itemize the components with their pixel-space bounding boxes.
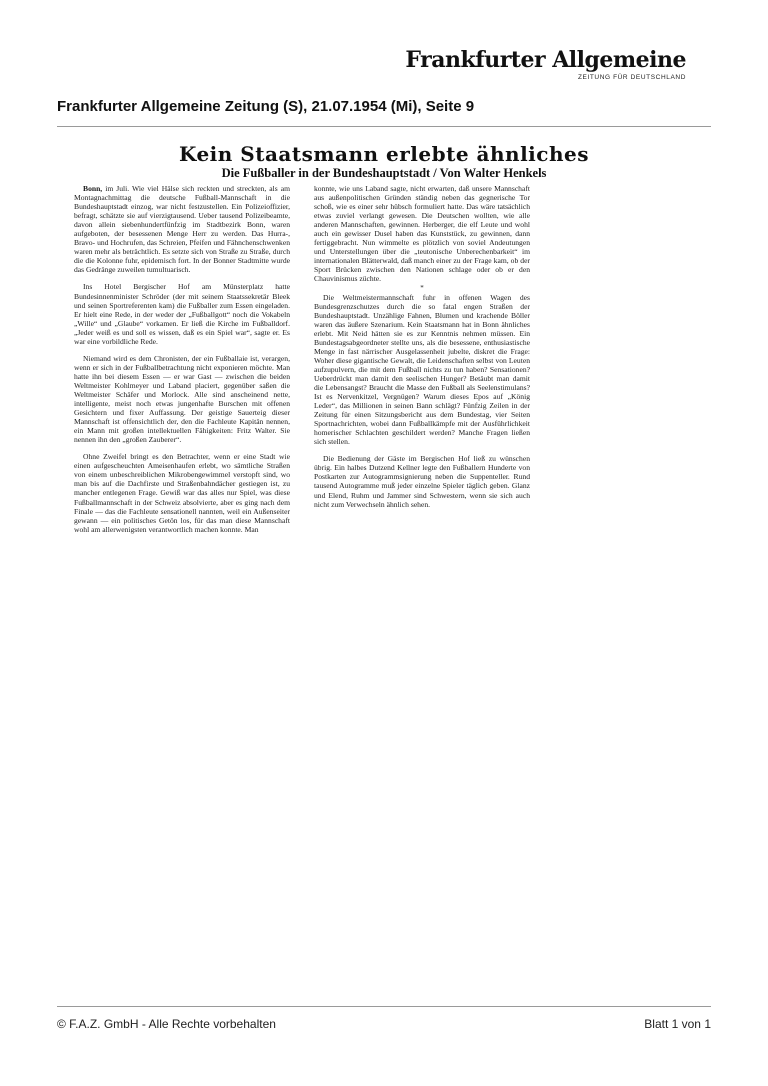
footer-page-number: Blatt 1 von 1	[644, 1017, 711, 1031]
section-separator: *	[420, 283, 424, 292]
footer-copyright: © F.A.Z. GmbH - Alle Rechte vorbehalten	[57, 1017, 276, 1031]
article-subheadline: Die Fußballer in der Bundeshauptstadt / Von Walter Henkels	[221, 166, 547, 180]
paragraph: Ins Hotel Bergischer Hof am Münsterplatz hatte Bundesinnenminister Schröder (der mit seinem Staatssekretär Bleek und seinen Sportreferenten kam) die Fußballer zum Essen eingeladen. Er hielt eine Rede, in der weder der „Fußballgott“ noch die Vokabeln „Wille“ und „Glaube“ vorkamen. Er ließ die Kirche im Fußballdorf. „Jeder weiß es und soll es wissen, daß es ein Spiel war“, sagte er. Es war eine vorbildliche Rede.	[74, 282, 290, 346]
paragraph: Bonn, im Juli. Wie viel Hälse sich reckten und streckten, als am Montagnachmittag die deutsche Fußball-Mannschaft in die Bundeshauptstadt einzog, war nicht festzustellen. Ein Polizeioffizier, befragt, schätzte sie auf vierzigtausend. Ueber tausend Polizeibeamte, davon allein siebenhundertfünfzig im Stadtbezirk Bonn, waren aufgeboten, der besessenen Menge Herr zu werden. Das Hurra-, Bravo- und Hochrufen, das Schreien, Pfeifen und Fähnchenschwenken waren mehr als beträchtlich. Es setzte sich von Straße zu Straße, durch die die Kolonne fuhr, epidemisch fort. In der Bonner Stadtmitte wurde das Gedränge zuweilen tumultuarisch.	[74, 184, 290, 275]
footer-divider	[57, 1006, 711, 1007]
article-column-left	[74, 184, 290, 534]
paragraph: konnte, wie uns Laband sagte, nicht erwarten, daß unsere Mannschaft aus außenpolitischen Gründen ständig neben das gegnerische Tor schoß, wie es einer sehr hübsch formuliert hatte. Das wäre tatsächlich etwas zuviel verlangt gewesen. Die Deutschen wollten, wie alle anderen Mannschaften, gewinnen. Herberger, die elf Leute und wohl auch ein gewisser Dusel haben das Kunststück, zu gewinnen, dann fertiggebracht. Nun wimmelte es plötzlich von soviel Andeutungen und Unterstellungen über die „teutonische Unberechenbarkeit“ im internationalen Blätterwald, daß manch einer zu der Frage kam, ob der Sport Brücken zwischen den Nationen schlage oder ob er den Chauvinismus züchte.	[314, 184, 530, 284]
paragraph: Die Weltmeistermannschaft fuhr in offenen Wagen des Bundesgrenzschutzes durch die so fatal engen Straßen der Bundeshauptstadt. Unzählige Fahnen, Blumen und krachende Böller waren das äußere Szenarium. Kein Staatsmann hat in Bonn ähnliches erlebt. Mit Neid hätten sie es zur Kenntnis nehmen müssen. Ein Bundestagsabgeordneter stellte uns, als die besessene, enthusiastische Menge in fast närrischer Ausgelassenheit jubelte, diskret die Frage: Woher diese gigantische Gewalt, die Leidenschaften selbst von Leuten aufzupulvern, die mit dem Fußball nichts zu tun haben? Sensationen? Ueberdrückt man damit den seelischen Hunger? Betäubt man damit die Lebensangst? Braucht die Masse den Fußball als Seelenstimulans? Ist es Nervenkitzel, Vergnügen? Warum dieses Epos auf „König Leder“, das Millionen in seinen Bann schlägt? Fünfzig Zeilen in der Zeitung für einen Sitzungsbericht aus dem Bundestag, vier Seiten Sportnachrichten, wobei dann Fußballkämpfe mit der Ausführlichkeit homerischer Schlachten geschildert werden? Manche Fragen ließen sich stellen.	[314, 292, 530, 447]
document-title: Frankfurter Allgemeine Zeitung (S), 21.07.1954 (Mi), Seite 9	[57, 98, 475, 115]
logo-subtitle: ZEITUNG FÜR DEUTSCHLAND	[577, 74, 686, 81]
logo-name: Frankfurter Allgemeine	[405, 47, 686, 73]
paragraph: Ohne Zweifel bringt es den Betrachter, wenn er eine Stadt wie einen aufgescheuchten Ameisenhaufen erlebt, wo sämtliche Straßen von einem unbeschreiblichen Mikrobengewimmel verstopft sind, wo man bis auf die Dachfirste und Straßenbahndächer gestiegen ist, zu mancher entlegenen Frage. Gewiß war das alles nur Spiel, was diese Fußballmannschaft in der Schweiz absolvierte, aber es ging nach dem Finale — das die Fachleute sensationell nannten, weil ein Außenseiter gewann — ein politisches Getön los, für das man diese Mannschaft wohl am allerwenigsten verantwortlich machen konnte. Man	[74, 452, 290, 534]
faz-logo	[405, 48, 686, 81]
paragraph: Die Bedienung der Gäste im Bergischen Hof ließ zu wünschen übrig. Ein halbes Dutzend Kellner legte den Fußballern Hunderte von Postkarten zur Autogrammsignierung neben die Suppenteller. Rund tausend Autogramme muß jeder einzelne Spieler täglich geben. Glanz und Elend, Ruhm und Jammer sind Schwestern, wenn sie sich auch nicht zum Verwechseln ähnlich sehen.	[314, 454, 530, 509]
paragraph: Niemand wird es dem Chronisten, der ein Fußballaie ist, verargen, wenn er sich in der Fußballbetrachtung nicht exponieren möchte. Man hatte ihn bei diesem Essen — er war Gast — zwischen die beiden Weltmeister Kohlmeyer und Laband placiert, gegenüber saßen die Weltmeister Schäfer und Morlock. Alle sind anscheinend nette, intelligente, meist noch etwas jungenhafte Burschen mit offenen Gesichtern und fixer Auffassung. Der geistige Sauerteig dieser Mannschaft ist offensichtlich der, den die Fachleute Kapitän nennen, ein Mann mit großen intellektuellen Fähigkeiten: Fritz Walter. Sie nennen ihn den „großen Zauberer“.	[74, 353, 290, 445]
header-divider	[57, 126, 711, 127]
dateline: Bonn,	[83, 184, 103, 193]
article-column-right	[314, 184, 530, 509]
article-headline: Kein Staatsmann erlebte ähnliches	[179, 142, 589, 166]
